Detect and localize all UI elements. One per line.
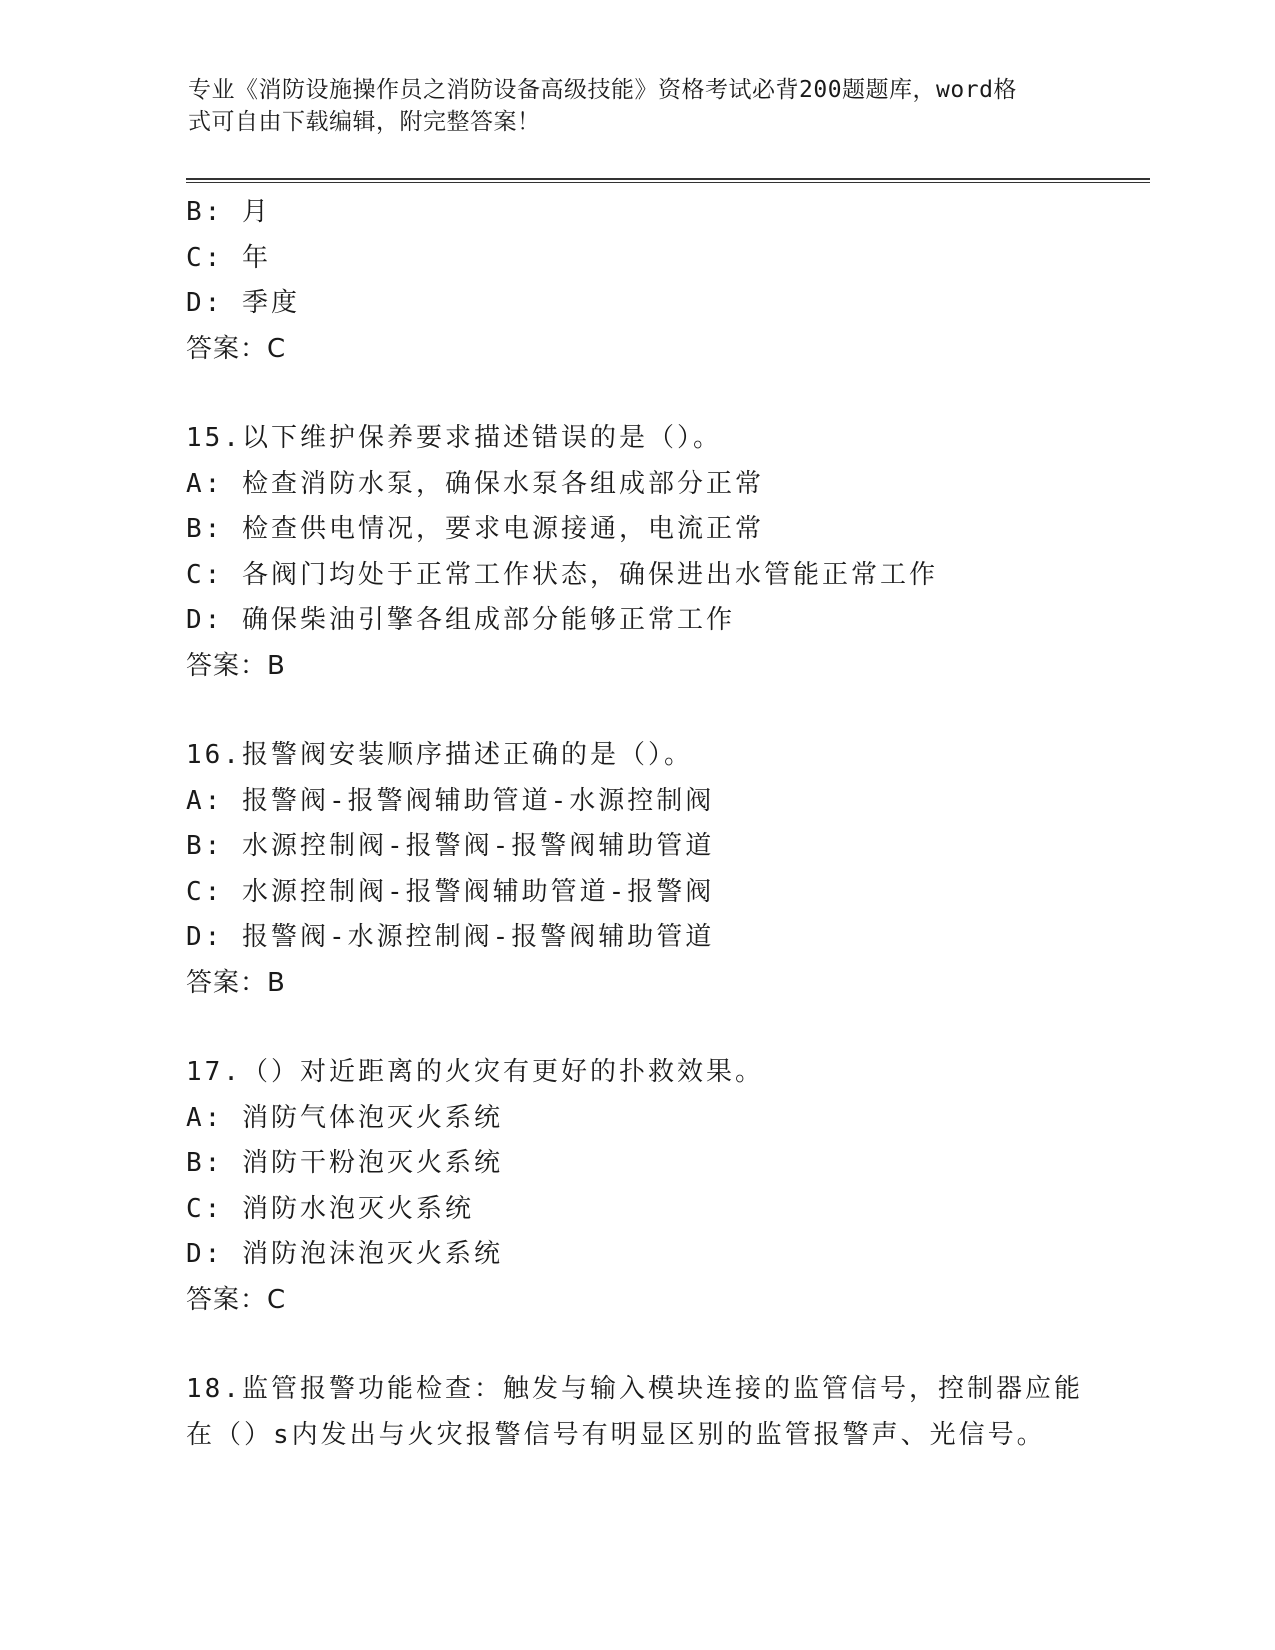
option-c: C: 水源控制阀-报警阀辅助管道-报警阀 [186, 876, 715, 907]
question-list [186, 190, 1086, 1458]
option-a: A: 检查消防水泵，确保水泵各组成部分正常 [186, 468, 764, 499]
answer: 答案：C [186, 1284, 287, 1315]
question-stem: 16.报警阀安装顺序描述正确的是（）。 [186, 740, 693, 770]
option-a: A: 消防气体泡灭火系统 [186, 1102, 503, 1133]
option-d: D: 季度 [186, 288, 300, 318]
question-16 [186, 733, 1086, 1006]
option-d: D: 消防泡沫泡灭火系统 [186, 1239, 503, 1269]
page-header [188, 74, 1068, 138]
question-15 [186, 416, 1086, 689]
question-14-tail [186, 190, 1086, 372]
option-c: C: 消防水泡灭火系统 [186, 1193, 474, 1224]
question-stem: 17.（）对近距离的火灾有更好的扑救效果。 [186, 1057, 764, 1087]
question-17 [186, 1050, 1086, 1323]
option-c: C: 各阀门均处于正常工作状态，确保进出水管能正常工作 [186, 559, 938, 590]
option-d: D: 报警阀-水源控制阀-报警阀辅助管道 [186, 922, 715, 952]
answer: 答案：B [186, 967, 286, 998]
option-b: B: 月 [186, 197, 271, 227]
answer: 答案：B [186, 650, 286, 681]
option-b: B: 水源控制阀-报警阀-报警阀辅助管道 [186, 831, 715, 861]
question-stem-line-1: 18.监管报警功能检查：触发与输入模块连接的监管信号，控制器应能 [186, 1374, 1083, 1404]
question-stem-line-2: 在（）s内发出与火灾报警信号有明显区别的监管报警声、光信号。 [186, 1419, 1046, 1450]
header-line-1: 专业《消防设施操作员之消防设备高级技能》资格考试必背200题题库，word格 [188, 77, 1017, 103]
question-stem: 15.以下维护保养要求描述错误的是（）。 [186, 423, 722, 453]
option-b: B: 消防干粉泡灭火系统 [186, 1148, 503, 1178]
option-b: B: 检查供电情况，要求电源接通，电流正常 [186, 514, 764, 544]
header-line-2: 式可自由下载编辑，附完整答案！ [188, 109, 541, 135]
option-d: D: 确保柴油引擎各组成部分能够正常工作 [186, 605, 735, 635]
option-c: C: 年 [186, 242, 271, 273]
question-18 [186, 1367, 1086, 1458]
answer: 答案：C [186, 333, 287, 364]
option-a: A: 报警阀-报警阀辅助管道-水源控制阀 [186, 785, 715, 816]
header-divider [186, 178, 1150, 183]
